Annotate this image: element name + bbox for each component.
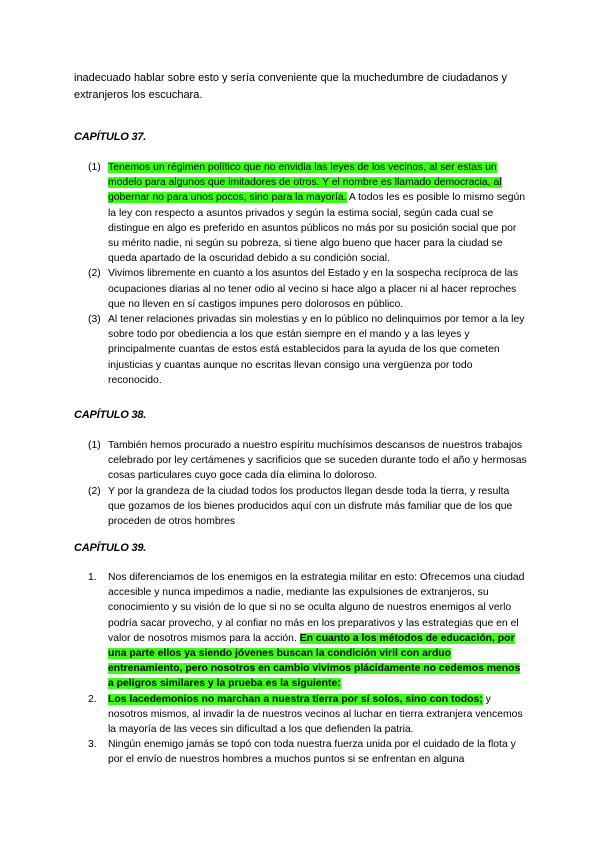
plain-text: y nosotros mismos, al invadir la de nuestros vecinos al luchar en tierra extranjera vencemos la mayoría de las veces sin dificultad a los que defienden la patria.	[108, 693, 523, 736]
item-text: Y por la grandeza de la ciudad todos los productos llegan desde toda la tierra, y resulta que gozamos de los bienes producidos aquí con un disfrute más familiar que de los que proceden de otros hombres	[108, 485, 513, 528]
intro-paragraph: inadecuado hablar sobre esto y sería conveniente que la muchedumbre de ciudadanos y extranjeros los escuchara.	[74, 72, 507, 101]
list-item	[88, 737, 528, 767]
chapter-38-heading: CAPÍTULO 38.	[74, 409, 147, 421]
chapter-37-heading: CAPÍTULO 37.	[74, 131, 147, 143]
list-item	[88, 160, 528, 266]
item-number: (1)	[88, 162, 101, 173]
item-number: (2)	[88, 268, 101, 280]
item-text	[108, 692, 528, 738]
list-item	[88, 692, 528, 738]
list-item	[88, 484, 528, 530]
list-item	[88, 266, 528, 312]
item-text: Ningún enemigo jamás se topó con toda nuestra fuerza unida por el cuidado de la flota y por el envío de nuestros hombres a muchos puntos si se enfrentan en alguna	[108, 739, 516, 766]
list-item	[88, 570, 528, 692]
item-number: (1)	[88, 440, 101, 451]
item-text: Al tener relaciones privadas sin molestias y en lo público no delinquimos por temor a la ley sobre todo por obediencia a los que están siempre en el mando y a las leyes y principalmente cuantas de estos está establecidos para la ayuda de los que cometen injusticias y cuantas aunque no escritas llevan consigo una vergüenza por todo reconocido.	[108, 314, 525, 386]
chapter-39-heading: CAPÍTULO 39.	[74, 542, 147, 554]
item-number: 1.	[88, 572, 97, 583]
item-text	[108, 570, 528, 692]
highlighted-text: En cuanto a los métodos de educación, por una parte ellos ya siendo jóvenes buscan la condición viril con arduo entrenamiento, pero nosotros en cambio vivimos plácidamente no cedemos menos a peligros similares y la prueba es la siguiente:	[108, 632, 521, 690]
highlighted-text: Tenemos un régimen político que no envidia las leyes de los vecinos, al ser estas un modelo para algunos que imitadores de otros. Y el nombre es llamado democracia, al gobernar no para unos pocos, sino para la mayoría.	[108, 162, 502, 204]
list-item	[88, 312, 528, 388]
chapter-39-list	[88, 570, 528, 768]
item-number: (3)	[88, 314, 101, 326]
item-number: 2.	[88, 693, 97, 705]
list-item	[88, 438, 528, 484]
chapter-37-list	[88, 160, 528, 388]
plain-text: A todos les es posible lo mismo según la ley con respecto a asuntos privados y según la estima social, según cada cual se distingue en algo es preferido en asuntos públicos no más por su posición social que por su mérito nadie, ni según su pobreza, si tiene algo bueno que hacer para la ciudad se queda apartado de la oscuridad debido a su condición social.	[108, 192, 526, 265]
plain-text: Nos diferenciamos de los enemigos en la estrategia militar en esto: Ofrecemos una ciudad accesible y nunca impedimos a nadie, mediante las expulsiones de extranjeros, su conocimiento y su visión de lo que si no se oculta alguno de nuestros enemigos al verlo podría sacar provecho, y al confiar no más en los preparativos y las estrategias que en el valor de nosotros mismos para la acción.	[108, 572, 525, 644]
item-number: (2)	[88, 485, 101, 497]
item-text	[108, 160, 528, 266]
item-text: También hemos procurado a nuestro espíritu muchísimos descansos de nuestros trabajos celebrado por ley certámenes y sacrificios que se suceden durante todo el año y hermosas cosas particulares cuyo goce cada día elimina lo doloroso.	[108, 440, 527, 482]
highlighted-text: Los lacedemonios no marchan a nuestra tierra por sí solos, sino con todos;	[108, 693, 483, 705]
chapter-38-list	[88, 438, 528, 529]
item-text: Vivimos libremente en cuanto a los asuntos del Estado y en la sospecha recíproca de las ocupaciones diarias al no tener odio al vecino si hace algo a placer ni al hacer reproches que no lleven en sí castigos impunes pero dolorosos en público.	[108, 268, 518, 310]
item-number: 3.	[88, 739, 97, 751]
